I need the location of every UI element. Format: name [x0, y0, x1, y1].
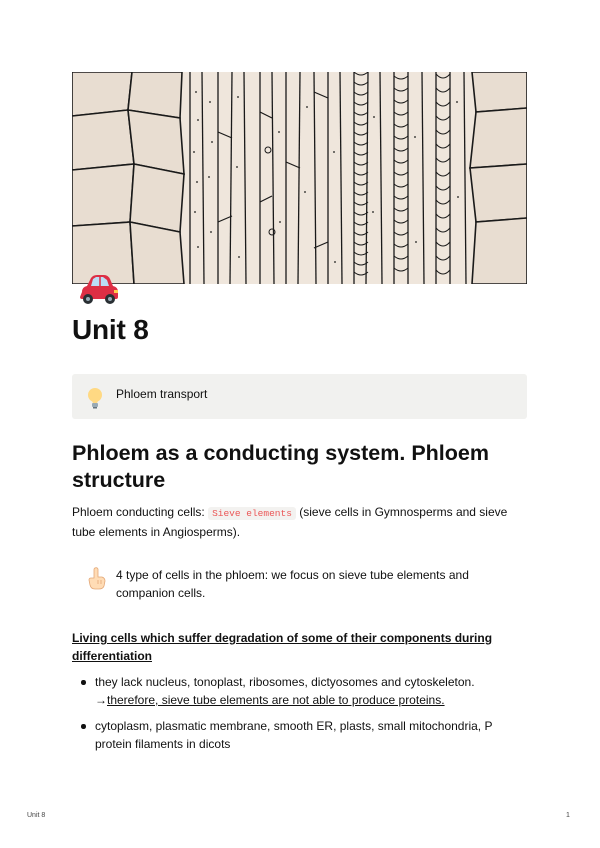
callout [72, 374, 527, 419]
list-item [72, 717, 512, 753]
section-heading: Phloem as a conducting system. Phloem structure [72, 441, 489, 492]
living-cells-heading: Living cells which suffer degradation of some of their components during differentiation [72, 631, 493, 663]
car-icon [76, 272, 120, 306]
bullet-dot [81, 724, 86, 729]
para-suffix: (sieve cells in Gymnosperms and sieve tube elements in Angiosperms). [72, 505, 508, 539]
bullet2-text: cytoplasm, plasmatic membrane, smooth ER, plasts, small mitochondria, P protein filaments in dicots [95, 719, 493, 751]
phloem-tissue-illustration [72, 72, 527, 284]
section-paragraph [72, 503, 530, 541]
callout-text: Phloem transport [116, 387, 208, 401]
pointing-hand-icon [86, 566, 108, 590]
page-title: Unit 8 [72, 314, 149, 345]
bullet-dot [81, 680, 86, 685]
bullet-list [72, 673, 512, 761]
cover-image [72, 72, 527, 284]
tip-text: 4 type of cells in the phloem: we focus on sieve tube elements and companion cells. [116, 568, 469, 600]
page-number: 1 [566, 812, 570, 819]
bullet1-underlined: therefore, sieve tube elements are not able to produce proteins. [107, 693, 445, 707]
bullet1-line2 [95, 691, 512, 709]
inline-code: Sieve elements [208, 507, 296, 520]
lightbulb-icon [86, 387, 104, 409]
bullet1-line1: they lack nucleus, tonoplast, ribosomes, dictyosomes and cytoskeleton. [95, 675, 475, 689]
footer-title: Unit 8 [27, 812, 46, 819]
para-prefix: Phloem conducting cells: [72, 505, 209, 519]
arrow-glyph: → [95, 693, 107, 707]
list-item [72, 673, 512, 709]
